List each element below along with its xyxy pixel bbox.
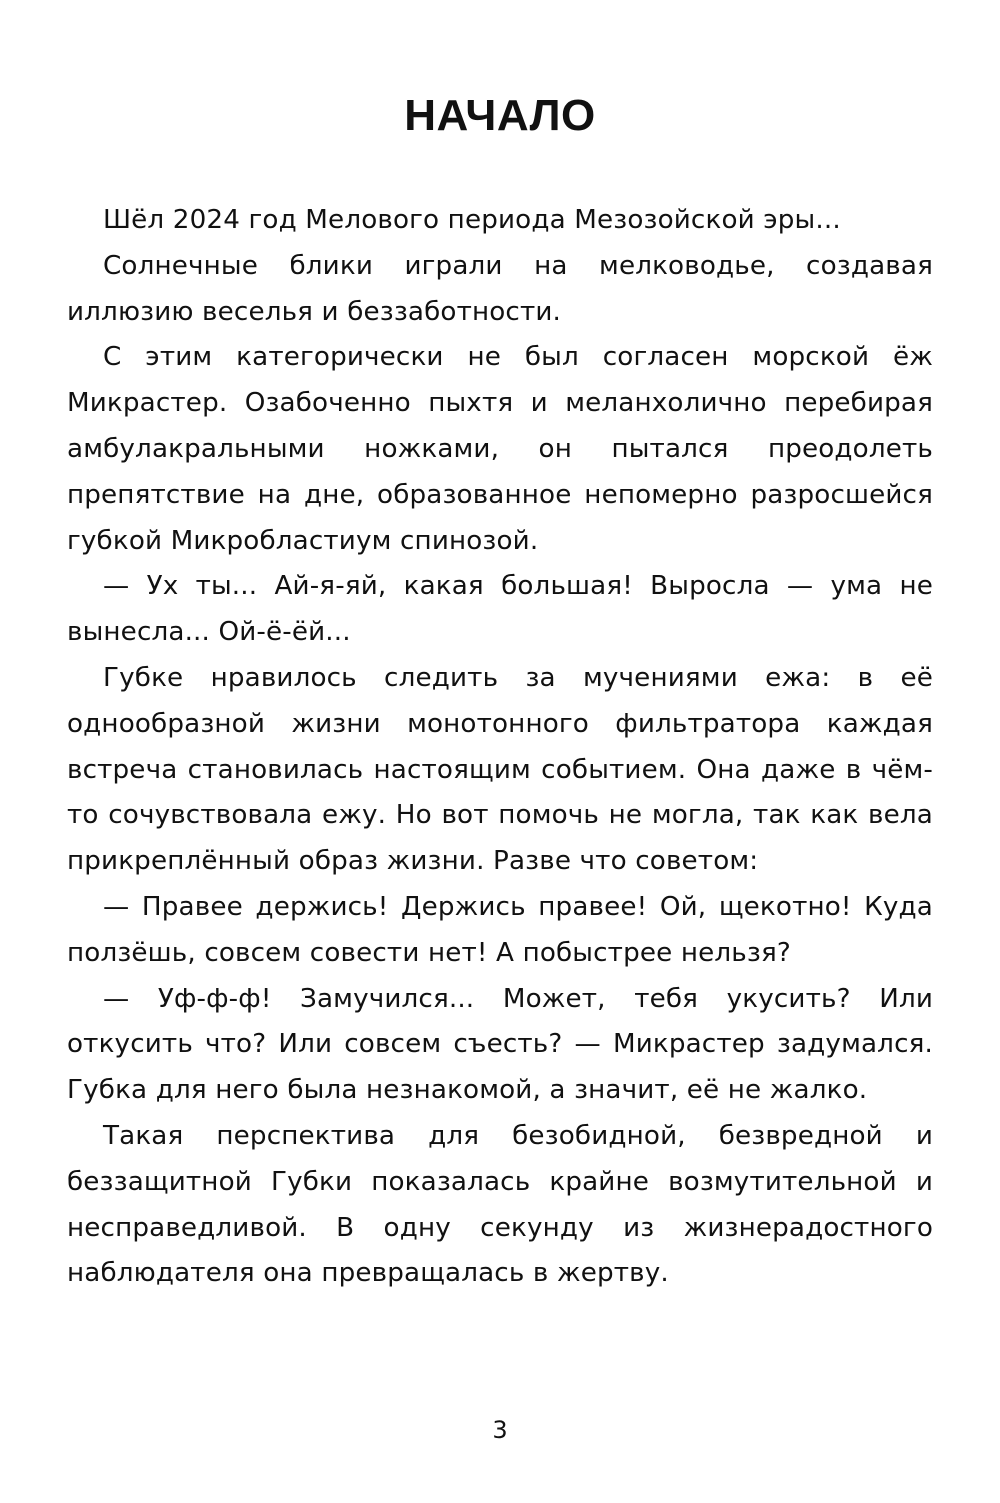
paragraph-7: — Уф-ф-ф! Замучился... Может, тебя укусить? Или откусить что? Или совсем съесть? — Микрастер задумался. Губка для него была незнакомой, а значит, её не жалко. bbox=[67, 983, 933, 1106]
paragraph-4: — Ух ты... Ай-я-яй, какая большая! Выросла — ума не вынесла... Ой-ё-ёй... bbox=[67, 571, 933, 648]
paragraph-6: — Правее держись! Держись правее! Ой, щекотно! Куда ползёшь, совсем совести нет! А побыстрее нельзя? bbox=[67, 891, 933, 968]
chapter-title: НАЧАЛО bbox=[404, 91, 596, 141]
page-number: 3 bbox=[492, 1416, 508, 1444]
paragraph-8: Такая перспектива для безобидной, безвредной и беззащитной Губки показалась крайне возмутительной и несправедливой. В одну секунду из жизнерадостного наблюдателя она превращалась в жертву. bbox=[67, 1120, 933, 1289]
paragraph-3: С этим категорически не был согласен морской ёж Микрастер. Озабоченно пыхтя и меланхолично перебирая амбулакральными ножками, он пытался преодолеть препятствие на дне, образованное непомерно разросшейся губкой Микробластиум спинозой. bbox=[67, 342, 933, 556]
paragraph-5: Губке нравилось следить за мучениями ежа: в её однообразной жизни монотонного фильтратора каждая встреча становилась настоящим событием. Она даже в чём-то сочувствовала ежу. Но вот помочь не могла, так как вела прикреплённый образ жизни. Разве что советом: bbox=[67, 662, 933, 877]
paragraph-2: Солнечные блики играли на мелководье, создавая иллюзию веселья и беззаботности. bbox=[67, 250, 933, 327]
paragraph-1: Шёл 2024 год Мелового периода Мезозойской эры... bbox=[103, 205, 841, 235]
body-text bbox=[67, 198, 933, 1297]
